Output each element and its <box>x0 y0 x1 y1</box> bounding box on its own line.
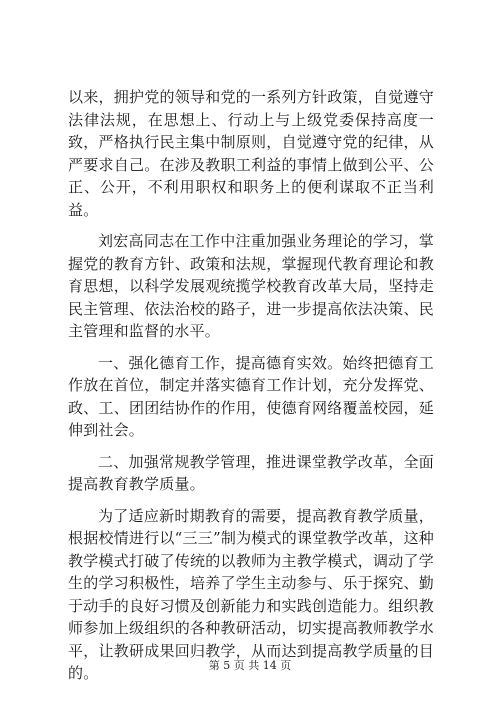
paragraph: 以来，拥护党的领导和党的一系列方针政策，自觉遵守法律法规，在思想上、行动上与上级党委保持高度一致，严格执行民主集中制原则，自觉遵守党的纪律，从严要求自己。在涉及教职工利益的事情上做到公平、公正、公开，不利用职权和职务上的便利谋取不正当利益。 <box>68 88 434 219</box>
paragraph: 二、加强常规教学管理，推进课堂教学改革，全面提高教育教学质量。 <box>68 452 434 493</box>
document-body <box>68 86 434 685</box>
paragraph: 刘宏高同志在工作中注重加强业务理论的学习，掌握党的教育方针、政策和法规，掌握现代教育理论和教育思想，以科学发展观统揽学校教育改革大局，坚持走民主管理、依法治校的路子，进一步提高依法决策、民主管理和监督的水平。 <box>68 232 434 340</box>
paragraph: 为了适应新时期教育的需要，提高教育教学质量，根据校情进行以“三三”制为模式的课堂教学改革，这种教学模式打破了传统的以教师为主教学模式，调动了学生的学习积极性，培养了学生主动参与、乐于探究、勤于动手的良好习惯及创新能力和实践创造能力。组织教师参加上级组织的各种教研活动，切实提高教师教学水平，让教研成果回归教学，从而达到提高教学质量的目的。 <box>68 506 434 682</box>
paragraph: 一、强化德育工作，提高德育实效。始终把德育工作放在首位，制定并落实德育工作计划，充分发挥党、政、工、团团结协作的作用，使德育网络覆盖校园，延伸到社会。 <box>68 353 434 439</box>
page-number-footer: 第 5 页 共 14 页 <box>208 659 292 672</box>
